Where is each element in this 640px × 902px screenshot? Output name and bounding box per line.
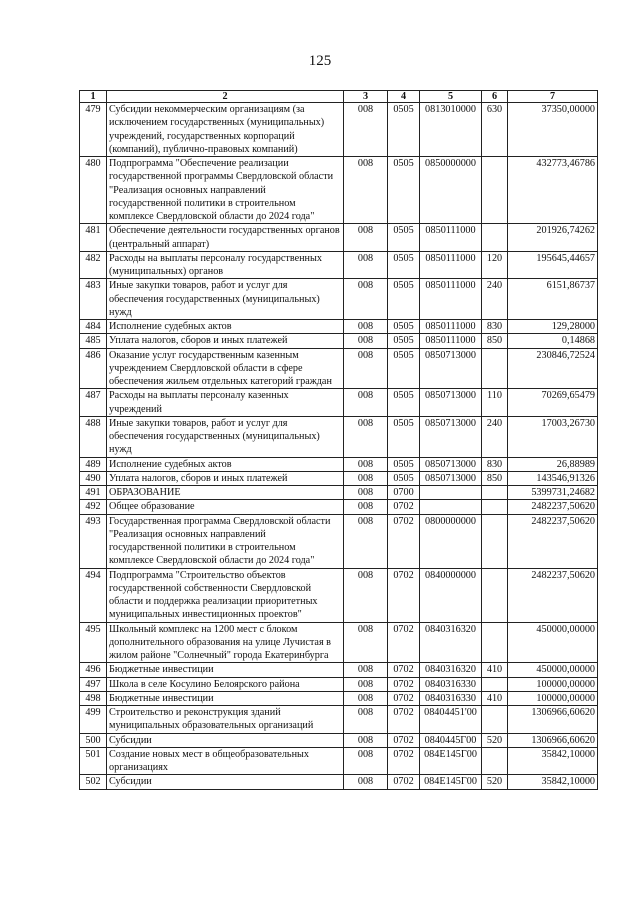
- column-header: 4: [388, 91, 420, 103]
- row-name: Оказание услуг государственным казенным учреждением Свердловской области в сфере обеспечения жильем отдельных категорий граждан: [107, 348, 344, 389]
- section-code: 0702: [388, 733, 420, 747]
- expense-type-code: 120: [482, 251, 508, 279]
- row-number: 502: [80, 775, 107, 789]
- section-code: 0702: [388, 514, 420, 568]
- section-code: 0505: [388, 416, 420, 457]
- row-number: 484: [80, 320, 107, 334]
- row-number: 482: [80, 251, 107, 279]
- amount-value: 100000,00000: [508, 691, 598, 705]
- target-article-code: 0800000000: [420, 514, 482, 568]
- amount-value: 450000,00000: [508, 663, 598, 677]
- expense-type-code: [482, 568, 508, 622]
- chapter-code: 008: [344, 486, 388, 500]
- amount-value: 17003,26730: [508, 416, 598, 457]
- section-code: 0702: [388, 691, 420, 705]
- chapter-code: 008: [344, 568, 388, 622]
- target-article-code: [420, 486, 482, 500]
- target-article-code: 084Е145Г00: [420, 747, 482, 775]
- table-row: [80, 706, 598, 734]
- table-row: [80, 103, 598, 157]
- row-name: Исполнение судебных актов: [107, 320, 344, 334]
- target-article-code: 0840316320: [420, 622, 482, 663]
- row-number: 488: [80, 416, 107, 457]
- target-article-code: 0850713000: [420, 457, 482, 471]
- chapter-code: 008: [344, 514, 388, 568]
- expense-type-code: [482, 677, 508, 691]
- row-name: Субсидии некоммерческим организациям (за исключением государственных (муниципальных) учреждений, государственных корпораций (компаний), публично-правовых компаний): [107, 103, 344, 157]
- expense-type-code: [482, 486, 508, 500]
- row-number: 493: [80, 514, 107, 568]
- chapter-code: 008: [344, 706, 388, 734]
- column-header: 5: [420, 91, 482, 103]
- amount-value: 1306966,60620: [508, 706, 598, 734]
- expense-type-code: 850: [482, 334, 508, 348]
- table-row: [80, 663, 598, 677]
- target-article-code: 0840000000: [420, 568, 482, 622]
- row-name: ОБРАЗОВАНИЕ: [107, 486, 344, 500]
- section-code: 0702: [388, 706, 420, 734]
- amount-value: 432773,46786: [508, 157, 598, 224]
- expense-type-code: [482, 706, 508, 734]
- amount-value: 26,88989: [508, 457, 598, 471]
- row-number: 499: [80, 706, 107, 734]
- section-code: 0702: [388, 500, 420, 514]
- row-number: 490: [80, 471, 107, 485]
- target-article-code: 084Е145Г00: [420, 775, 482, 789]
- page-number: 125: [308, 53, 332, 69]
- row-name: Создание новых мест в общеобразовательных организациях: [107, 747, 344, 775]
- row-number: 481: [80, 224, 107, 252]
- chapter-code: 008: [344, 279, 388, 320]
- amount-value: 2482237,50620: [508, 568, 598, 622]
- target-article-code: 0850111000: [420, 334, 482, 348]
- row-number: 494: [80, 568, 107, 622]
- row-number: 487: [80, 389, 107, 417]
- chapter-code: 008: [344, 320, 388, 334]
- target-article-code: [420, 500, 482, 514]
- expense-type-code: [482, 348, 508, 389]
- target-article-code: 0840316320: [420, 663, 482, 677]
- target-article-code: 0850713000: [420, 471, 482, 485]
- row-number: 491: [80, 486, 107, 500]
- section-code: 0505: [388, 457, 420, 471]
- row-name: Подпрограмма "Обеспечение реализации государственной программы Свердловской области "Реализация основных направлений государственной политики в строительном комплексе Свердловской области до 2024 года": [107, 157, 344, 224]
- table-row: [80, 747, 598, 775]
- amount-value: 2482237,50620: [508, 514, 598, 568]
- table-row: [80, 334, 598, 348]
- row-name: Бюджетные инвестиции: [107, 663, 344, 677]
- chapter-code: 008: [344, 691, 388, 705]
- expense-type-code: 830: [482, 320, 508, 334]
- table-row: [80, 157, 598, 224]
- section-code: 0702: [388, 663, 420, 677]
- expense-type-code: [482, 224, 508, 252]
- target-article-code: 0850111000: [420, 320, 482, 334]
- table-row: [80, 320, 598, 334]
- row-name: Расходы на выплаты персоналу государственных (муниципальных) органов: [107, 251, 344, 279]
- amount-value: 35842,10000: [508, 747, 598, 775]
- row-number: 480: [80, 157, 107, 224]
- row-name: Уплата налогов, сборов и иных платежей: [107, 334, 344, 348]
- column-header: 6: [482, 91, 508, 103]
- chapter-code: 008: [344, 622, 388, 663]
- section-code: 0702: [388, 747, 420, 775]
- expense-type-code: 520: [482, 733, 508, 747]
- expense-type-code: 410: [482, 663, 508, 677]
- section-code: 0505: [388, 471, 420, 485]
- table-row: [80, 279, 598, 320]
- row-number: 483: [80, 279, 107, 320]
- expense-type-code: 850: [482, 471, 508, 485]
- target-article-code: 08404451'00: [420, 706, 482, 734]
- row-name: Исполнение судебных актов: [107, 457, 344, 471]
- row-name: Уплата налогов, сборов и иных платежей: [107, 471, 344, 485]
- section-code: 0702: [388, 775, 420, 789]
- amount-value: 230846,72524: [508, 348, 598, 389]
- amount-value: 0,14868: [508, 334, 598, 348]
- column-header: 1: [80, 91, 107, 103]
- amount-value: 5399731,24682: [508, 486, 598, 500]
- column-header: 7: [508, 91, 598, 103]
- section-code: 0505: [388, 224, 420, 252]
- table-header-row: [80, 91, 598, 103]
- row-name: Школа в селе Косулино Белоярского района: [107, 677, 344, 691]
- table-row: [80, 348, 598, 389]
- section-code: 0505: [388, 157, 420, 224]
- amount-value: 100000,00000: [508, 677, 598, 691]
- chapter-code: 008: [344, 663, 388, 677]
- chapter-code: 008: [344, 747, 388, 775]
- row-name: Обеспечение деятельности государственных органов (центральный аппарат): [107, 224, 344, 252]
- table-row: [80, 251, 598, 279]
- column-header: 3: [344, 91, 388, 103]
- target-article-code: 0840445Г00: [420, 733, 482, 747]
- table-row: [80, 691, 598, 705]
- amount-value: 195645,44657: [508, 251, 598, 279]
- target-article-code: 0850713000: [420, 416, 482, 457]
- amount-value: 70269,65479: [508, 389, 598, 417]
- table-row: [80, 416, 598, 457]
- chapter-code: 008: [344, 334, 388, 348]
- expense-type-code: [482, 514, 508, 568]
- target-article-code: 0850000000: [420, 157, 482, 224]
- section-code: 0505: [388, 348, 420, 389]
- chapter-code: 008: [344, 457, 388, 471]
- table-row: [80, 514, 598, 568]
- table-row: [80, 457, 598, 471]
- section-code: 0505: [388, 334, 420, 348]
- section-code: 0505: [388, 279, 420, 320]
- row-number: 485: [80, 334, 107, 348]
- expense-type-code: [482, 500, 508, 514]
- table-row: [80, 677, 598, 691]
- target-article-code: 0850713000: [420, 389, 482, 417]
- chapter-code: 008: [344, 471, 388, 485]
- amount-value: 129,28000: [508, 320, 598, 334]
- target-article-code: 0850111000: [420, 251, 482, 279]
- row-name: Расходы на выплаты персоналу казенных учреждений: [107, 389, 344, 417]
- row-name: Иные закупки товаров, работ и услуг для обеспечения государственных (муниципальных) нужд: [107, 279, 344, 320]
- expense-type-code: 520: [482, 775, 508, 789]
- table-row: [80, 389, 598, 417]
- chapter-code: 008: [344, 224, 388, 252]
- section-code: 0702: [388, 622, 420, 663]
- chapter-code: 008: [344, 157, 388, 224]
- column-header: 2: [107, 91, 344, 103]
- table-row: [80, 224, 598, 252]
- row-name: Государственная программа Свердловской области "Реализация основных направлений государственной политики в строительном комплексе Свердловской области до 2024 года": [107, 514, 344, 568]
- row-number: 492: [80, 500, 107, 514]
- table-row: [80, 471, 598, 485]
- chapter-code: 008: [344, 348, 388, 389]
- budget-table: [79, 90, 598, 790]
- row-number: 496: [80, 663, 107, 677]
- row-number: 500: [80, 733, 107, 747]
- section-code: 0505: [388, 320, 420, 334]
- row-number: 498: [80, 691, 107, 705]
- expense-type-code: 410: [482, 691, 508, 705]
- section-code: 0702: [388, 677, 420, 691]
- amount-value: 6151,86737: [508, 279, 598, 320]
- section-code: 0505: [388, 389, 420, 417]
- row-name: Общее образование: [107, 500, 344, 514]
- amount-value: 2482237,50620: [508, 500, 598, 514]
- section-code: 0702: [388, 568, 420, 622]
- amount-value: 201926,74262: [508, 224, 598, 252]
- expense-type-code: 830: [482, 457, 508, 471]
- expense-type-code: [482, 622, 508, 663]
- amount-value: 450000,00000: [508, 622, 598, 663]
- table-row: [80, 622, 598, 663]
- amount-value: 143546,91326: [508, 471, 598, 485]
- chapter-code: 008: [344, 416, 388, 457]
- row-number: 497: [80, 677, 107, 691]
- chapter-code: 008: [344, 389, 388, 417]
- expense-type-code: [482, 747, 508, 775]
- amount-value: 35842,10000: [508, 775, 598, 789]
- target-article-code: 0840316330: [420, 691, 482, 705]
- expense-type-code: 110: [482, 389, 508, 417]
- row-number: 495: [80, 622, 107, 663]
- table-row: [80, 500, 598, 514]
- target-article-code: 0850111000: [420, 224, 482, 252]
- chapter-code: 008: [344, 103, 388, 157]
- target-article-code: 0850111000: [420, 279, 482, 320]
- table-row: [80, 568, 598, 622]
- row-number: 501: [80, 747, 107, 775]
- row-name: Субсидии: [107, 775, 344, 789]
- target-article-code: 0840316330: [420, 677, 482, 691]
- target-article-code: 0850713000: [420, 348, 482, 389]
- row-name: Строительство и реконструкция зданий муниципальных образовательных организаций: [107, 706, 344, 734]
- amount-value: 37350,00000: [508, 103, 598, 157]
- row-name: Субсидии: [107, 733, 344, 747]
- table-row: [80, 775, 598, 789]
- section-code: 0700: [388, 486, 420, 500]
- chapter-code: 008: [344, 251, 388, 279]
- expense-type-code: 240: [482, 279, 508, 320]
- row-name: Школьный комплекс на 1200 мест с блоком дополнительного образования на улице Лучистая в жилом районе "Солнечный" города Екатеринбурга: [107, 622, 344, 663]
- table-row: [80, 486, 598, 500]
- chapter-code: 008: [344, 677, 388, 691]
- expense-type-code: [482, 157, 508, 224]
- table-row: [80, 733, 598, 747]
- target-article-code: 0813010000: [420, 103, 482, 157]
- chapter-code: 008: [344, 775, 388, 789]
- row-name: Бюджетные инвестиции: [107, 691, 344, 705]
- section-code: 0505: [388, 103, 420, 157]
- expense-type-code: 630: [482, 103, 508, 157]
- row-number: 479: [80, 103, 107, 157]
- chapter-code: 008: [344, 500, 388, 514]
- expense-type-code: 240: [482, 416, 508, 457]
- section-code: 0505: [388, 251, 420, 279]
- amount-value: 1306966,60620: [508, 733, 598, 747]
- row-number: 489: [80, 457, 107, 471]
- chapter-code: 008: [344, 733, 388, 747]
- row-name: Подпрограмма "Строительство объектов государственной собственности Свердловской области и поддержка реализации приоритетных муниципальных инвестиционных проектов": [107, 568, 344, 622]
- row-name: Иные закупки товаров, работ и услуг для обеспечения государственных (муниципальных) нужд: [107, 416, 344, 457]
- row-number: 486: [80, 348, 107, 389]
